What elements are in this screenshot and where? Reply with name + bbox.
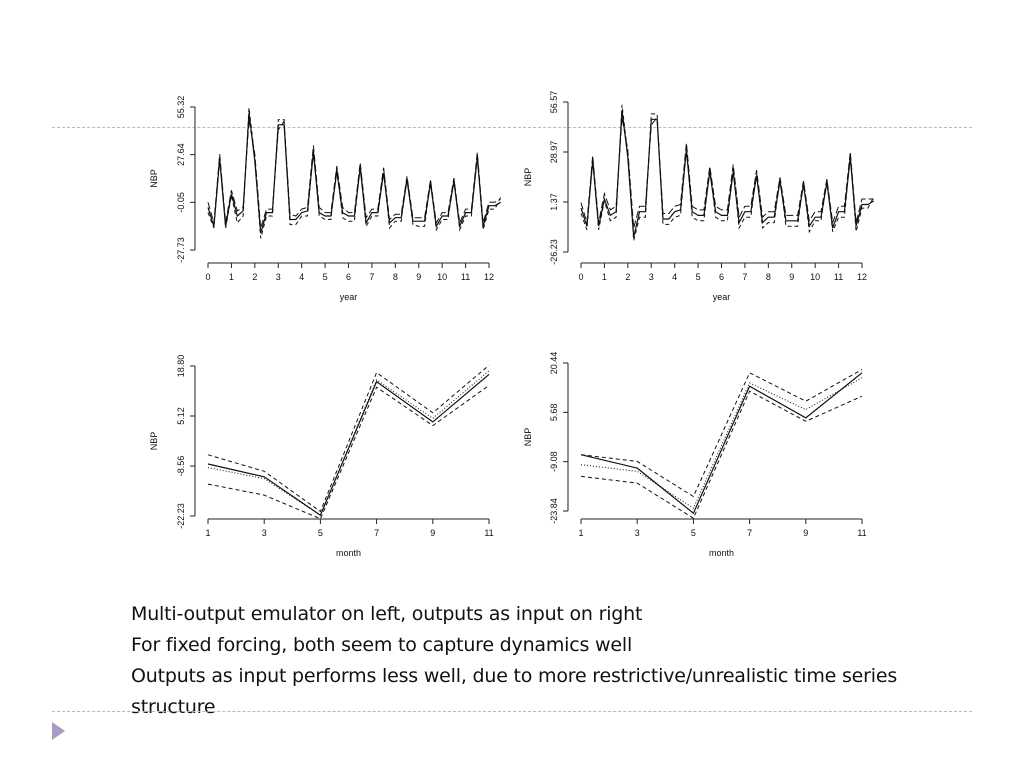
panel-top-right-x-tick-label: 4: [672, 272, 678, 282]
panel-bottom-right-x-tick-label: 5: [690, 528, 696, 538]
panel-bottom-left-x-tick-label: 7: [374, 528, 380, 538]
panel-top-right-x-tick-label: 12: [856, 272, 868, 282]
panel-top-right-x-tick-label: 9: [789, 272, 795, 282]
panel-top-left-x-tick-label: 5: [322, 272, 328, 282]
panel-bottom-left-y-tick-label: -22.23: [176, 503, 186, 529]
panel-top-left-y-tick-label: 27.64: [176, 143, 186, 166]
panel-bottom-left-y-tick-label: -8.56: [176, 455, 186, 477]
panel-bottom-left-y-tick-label: 18.80: [176, 354, 186, 378]
panel-bottom-right-x-axis-label: month: [708, 548, 735, 558]
panel-bottom-right-y-axis-label: NBP: [523, 427, 533, 447]
panel-bottom-left-x-tick-label: 5: [317, 528, 323, 538]
panel-bottom-right-x-tick-label: 9: [803, 528, 809, 538]
panel-top-left-x-tick-label: 2: [252, 272, 258, 282]
panel-top-left-y-tick-label: -0.05: [176, 192, 186, 213]
panel-top-left-x-tick-label: 1: [228, 272, 234, 282]
panel-bottom-left-series-solid-0: [208, 374, 489, 515]
panel-top-left-series-dashed-1: [208, 108, 501, 239]
panel-top-left-y-tick-label: -27.73: [176, 237, 186, 263]
panel-top-right-series-dashed-1: [581, 105, 874, 241]
panel-top-left-x-tick-label: 8: [392, 272, 398, 282]
caption: [131, 599, 951, 723]
panel-bottom-right-y-tick-label: -9.08: [549, 451, 559, 472]
panel-bottom-left-x-axis-label: month: [335, 548, 362, 558]
panel-top-right-x-tick-label: 5: [695, 272, 701, 282]
panel-top-left-x-tick-label: 7: [369, 272, 375, 282]
panel-top-left-x-tick-label: 10: [437, 272, 448, 282]
panel-top-right-x-tick-label: 2: [625, 272, 631, 282]
panel-top-right-x-tick-label: 0: [578, 272, 584, 282]
caption-line-3: Outputs as input performs less well, due to more restrictive/unrealistic time series structure: [131, 665, 898, 718]
panel-bottom-right-series-dotted-3: [581, 378, 862, 508]
panel-top-right-x-tick-label: 7: [742, 272, 748, 282]
panel-top-left-x-tick-label: 12: [483, 272, 495, 282]
panel-top-right-x-tick-label: 11: [833, 272, 844, 282]
panel-bottom-right-x-tick-label: 3: [634, 528, 640, 538]
panel-bottom-right-y-tick-label: 5.68: [549, 403, 559, 422]
caption-line-2: For fixed forcing, both seem to capture dynamics well: [131, 634, 633, 656]
panel-top-right-y-tick-label: -26.23: [549, 239, 559, 265]
panel-bottom-right-y-tick-label: 20.44: [549, 351, 559, 375]
panel-bottom-left-y-axis-label: NBP: [149, 431, 159, 451]
panel-bottom-right-x-tick-label: 1: [578, 528, 584, 538]
triangle-bullet-icon: [52, 722, 65, 740]
panel-top-left-x-tick-label: 3: [275, 272, 281, 282]
panel-bottom-left-x-tick-label: 1: [205, 528, 211, 538]
panel-top-left-y-axis-label: NBP: [149, 169, 159, 188]
panel-bottom-left-x-tick-label: 11: [484, 528, 494, 538]
panel-top-right-y-tick-label: 28.97: [549, 140, 559, 164]
panel-top-right-x-tick-label: 10: [810, 272, 821, 282]
panel-top-right-x-tick-label: 3: [648, 272, 654, 282]
panel-top-left-x-tick-label: 0: [205, 272, 211, 282]
panel-top-right-y-axis-label: NBP: [523, 167, 533, 187]
panel-top-right-x-tick-label: 8: [765, 272, 771, 282]
panel-top-right-x-axis-label: year: [712, 292, 731, 302]
panel-bottom-left-series-dashed-2: [208, 385, 489, 518]
panel-top-left-x-tick-label: 4: [299, 272, 305, 282]
panel-bottom-left-x-tick-label: 3: [261, 528, 267, 538]
panel-top-right-x-tick-label: 1: [601, 272, 607, 282]
panel-bottom-right-y-tick-label: -23.84: [549, 498, 559, 524]
panel-bottom-left-series-dotted-3: [208, 371, 489, 515]
panel-bottom-right-x-tick-label: 7: [747, 528, 753, 538]
panel-top-left-series-solid-0: [208, 113, 501, 234]
panel-bottom-left-x-tick-label: 9: [430, 528, 436, 538]
panel-top-left-y-tick-label: 55.32: [176, 95, 186, 119]
panel-top-left-x-tick-label: 11: [460, 272, 471, 282]
panel-bottom-left-y-tick-label: 5.12: [176, 407, 186, 425]
caption-line-1: Multi-output emulator on left, outputs as input on right: [131, 603, 643, 625]
panel-top-right-x-tick-label: 6: [718, 272, 725, 282]
panel-top-right-y-tick-label: 1.37: [549, 193, 559, 211]
panel-top-left-x-tick-label: 9: [416, 272, 422, 282]
panel-bottom-left-series-dashed-1: [208, 365, 489, 511]
panel-bottom-right-series-dashed-1: [581, 370, 862, 497]
guide-line-bottom: [52, 711, 972, 712]
panel-bottom-right-x-tick-label: 11: [857, 528, 867, 538]
panel-top-right-y-tick-label: 56.57: [549, 90, 559, 114]
panel-top-left-x-tick-label: 6: [345, 272, 352, 282]
panel-bottom-right-series-solid-0: [581, 373, 862, 513]
panel-bottom-right-series-dashed-2: [581, 391, 862, 518]
panel-top-left-x-axis-label: year: [339, 292, 358, 302]
